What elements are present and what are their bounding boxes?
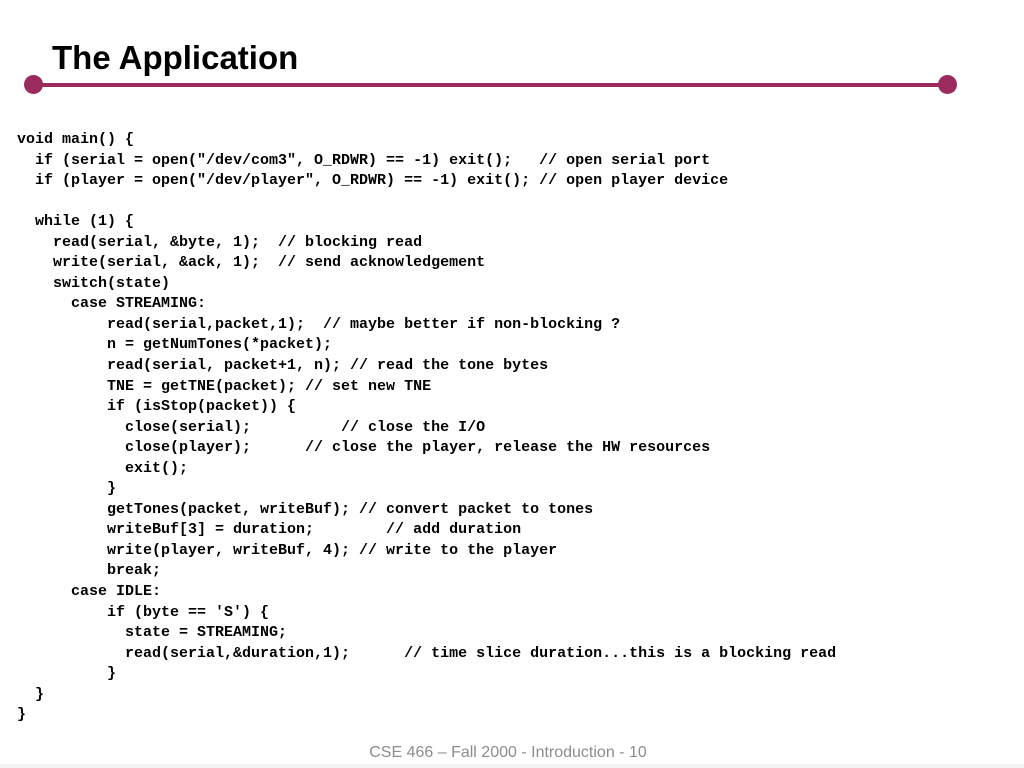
code-line: TNE = getTNE(packet); // set new TNE bbox=[17, 377, 432, 395]
code-line: getTones(packet, writeBuf); // convert packet to tones bbox=[17, 500, 594, 518]
code-line: if (serial = open("/dev/com3", O_RDWR) == -1) exit(); // open serial port bbox=[17, 151, 711, 169]
code-line: if (byte == 'S') { bbox=[17, 603, 270, 621]
code-line: case STREAMING: bbox=[17, 295, 207, 313]
code-block bbox=[17, 130, 836, 726]
code-line: void main() { bbox=[17, 131, 135, 148]
code-line: while (1) { bbox=[17, 213, 135, 231]
code-line: } bbox=[17, 685, 45, 703]
slide-footer: CSE 466 – Fall 2000 - Introduction - 10 bbox=[369, 744, 647, 761]
code-line: read(serial,&duration,1); // time slice duration...this is a blocking read bbox=[17, 644, 837, 662]
title-rule-right-dot bbox=[938, 75, 957, 94]
slide-title: The Application bbox=[52, 39, 299, 76]
code-line: exit(); bbox=[17, 459, 189, 477]
code-line: } bbox=[17, 665, 117, 683]
code-line: close(serial); // close the I/O bbox=[17, 418, 486, 436]
code-line bbox=[17, 192, 836, 213]
code-line: write(player, writeBuf, 4); // write to the player bbox=[17, 541, 558, 559]
code-line: close(player); // close the player, release the HW resources bbox=[17, 439, 711, 457]
code-line: read(serial,packet,1); // maybe better if non-blocking ? bbox=[17, 315, 621, 333]
code-line: read(serial, &byte, 1); // blocking read bbox=[17, 233, 423, 251]
slide-bottom-edge bbox=[0, 764, 1024, 768]
code-line: if (isStop(packet)) { bbox=[17, 398, 297, 416]
code-line: state = STREAMING; bbox=[17, 624, 288, 642]
code-line: read(serial, packet+1, n); // read the tone bytes bbox=[17, 357, 549, 375]
code-line: write(serial, &ack, 1); // send acknowledgement bbox=[17, 254, 486, 272]
code-line: } bbox=[17, 480, 117, 498]
code-line: n = getNumTones(*packet); bbox=[17, 336, 333, 354]
code-line: } bbox=[17, 706, 27, 724]
code-line: if (player = open("/dev/player", O_RDWR) == -1) exit(); // open player device bbox=[17, 172, 729, 190]
code-line: switch(state) bbox=[17, 274, 171, 292]
title-rule bbox=[34, 83, 948, 87]
code-line: break; bbox=[17, 562, 162, 580]
code-line: writeBuf[3] = duration; // add duration bbox=[17, 521, 522, 539]
code-line: case IDLE: bbox=[17, 583, 162, 601]
